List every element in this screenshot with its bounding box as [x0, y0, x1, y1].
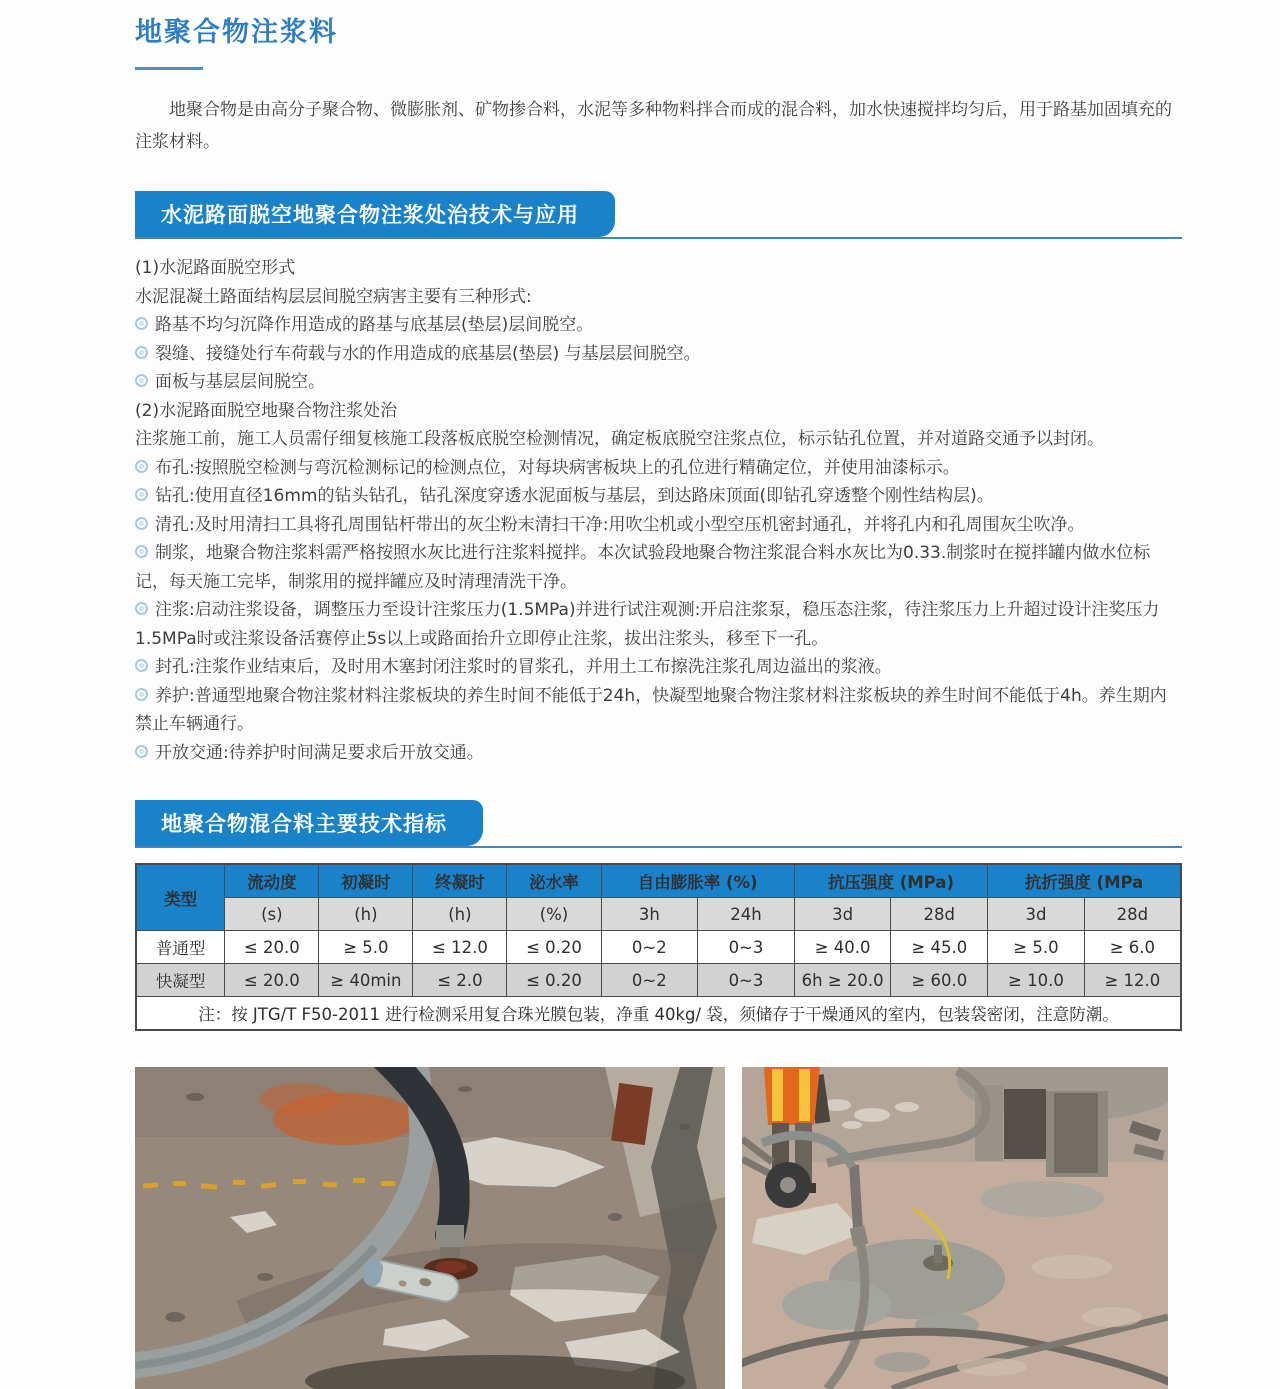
bullet-line: 养护:普通型地聚合物注浆材料注浆板块的养生时间不能低于24h，快凝型地聚合物注浆材料注浆板块的养生时间不能低于4h。养生期内禁止车辆通行。: [135, 685, 1167, 734]
sub-header: 3d: [988, 898, 1085, 931]
table-cell: ≤ 2.0: [413, 964, 507, 997]
table-cell: 6h ≥ 20.0: [794, 964, 891, 997]
text-line: 水泥混凝土路面结构层层间脱空病害主要有三种形式:: [135, 286, 532, 307]
sub-header: (s): [225, 898, 319, 931]
section2-banner: [135, 800, 1182, 848]
bullet-line: 封孔:注浆作业结束后，及时用木塞封闭注浆时的冒浆孔，并用土工布擦洗注浆孔周边溢出的浆液。: [135, 653, 1182, 682]
table-row: [136, 931, 1181, 964]
col-header: 抗压强度 (MPa): [794, 864, 987, 898]
bullet-line: 清孔:及时用清扫工具将孔周围钻杆带出的灰尘粉末清扫干净:用吹尘机或小型空压机密封通孔，并将孔内和孔周围灰尘吹净。: [135, 511, 1182, 540]
table-note: 注：按 JTG/T F50-2011 进行检测采用复合珠光膜包装，净重 40kg/ 袋，须储存于干燥通风的室内，包装袋密闭，注意防潮。: [136, 997, 1181, 1031]
ring-bullet-icon: [135, 659, 148, 672]
bullet-line: 面板与基层层间脱空。: [135, 368, 1182, 397]
photo-row: [135, 1067, 1182, 1389]
table-cell: ≥ 6.0: [1084, 931, 1181, 964]
ring-bullet-icon: [135, 488, 148, 501]
bullet-line: 注浆:启动注浆设备，调整压力至设计注浆压力(1.5MPa)并进行试注观测:开启注浆泵，稳压态注浆，待注浆压力上升超过设计注奖压力1.5MPa时或注浆设备活赛停止5s以上或路面抬升立即停止注浆，拔出注浆头，移至下一孔。: [135, 600, 1160, 649]
sub-header: 28d: [891, 898, 988, 931]
sub-header: (%): [507, 898, 601, 931]
table-cell: ≥ 10.0: [988, 964, 1085, 997]
section1-banner-label: 水泥路面脱空地聚合物注浆处治技术与应用: [135, 191, 615, 237]
sub-header: (h): [319, 898, 413, 931]
row-label: 快凝型: [136, 964, 225, 997]
table-cell: 0~2: [601, 931, 698, 964]
col-header: 泌水率: [507, 864, 601, 898]
section1-text: [135, 254, 1182, 767]
table-cell: ≥ 60.0: [891, 964, 988, 997]
table-header-row-2: [136, 898, 1181, 931]
table-note-row: [136, 997, 1181, 1031]
page-title: 地聚合物注浆料: [135, 17, 338, 48]
sub-header: 3h: [601, 898, 698, 931]
table-cell: ≥ 45.0: [891, 931, 988, 964]
section1-banner: [135, 191, 1182, 239]
col-header: 流动度: [225, 864, 319, 898]
col-header: 抗折强度 (MPa: [988, 864, 1181, 898]
table-cell: 0~2: [601, 964, 698, 997]
document-body: [135, 0, 1182, 1389]
table-cell: ≥ 40min: [319, 964, 413, 997]
text-line: 注浆施工前，施工人员需仔细复核施工段落板底脱空检测情况，确定板底脱空注浆点位，标示钻孔位置，并对道路交通予以封闭。: [135, 429, 1104, 449]
sub-header: 28d: [1084, 898, 1181, 931]
technical-spec-table: [135, 863, 1182, 1031]
text-line: (1)水泥路面脱空形式: [135, 258, 296, 278]
ring-bullet-icon: [135, 545, 148, 558]
bullet-line: 裂缝、接缝处行车荷载与水的作用造成的底基层(垫层) 与基层层间脱空。: [135, 340, 1182, 369]
table-cell: ≥ 5.0: [319, 931, 413, 964]
row-label: 普通型: [136, 931, 225, 964]
intro-paragraph: 地聚合物是由高分子聚合物、微膨胀剂、矿物掺合料，水泥等多种物料拌合而成的混合料，加水快速搅拌均匀后，用于路基加固填充的注浆材料。: [135, 100, 1172, 152]
table-cell: ≥ 40.0: [794, 931, 891, 964]
ring-bullet-icon: [135, 374, 148, 387]
table-cell: ≥ 12.0: [1084, 964, 1181, 997]
table-cell: ≤ 0.20: [507, 964, 601, 997]
ring-bullet-icon: [135, 602, 148, 615]
ring-bullet-icon: [135, 517, 148, 530]
ring-bullet-icon: [135, 317, 148, 330]
bullet-line: 钻孔:使用直径16mm的钻头钻孔，钻孔深度穿透水泥面板与基层，到达路床顶面(即钻孔穿透整个刚性结构层)。: [135, 482, 1182, 511]
text-line: (2)水泥路面脱空地聚合物注浆处治: [135, 400, 398, 421]
table-header-row-1: [136, 864, 1181, 898]
table-cell: ≥ 5.0: [988, 931, 1085, 964]
col-header-type: 类型: [136, 864, 225, 931]
col-header: 自由膨胀率 (%): [601, 864, 794, 898]
bullet-line: 路基不均匀沉降作用造成的路基与底基层(垫层)层间脱空。: [135, 311, 1182, 340]
ring-bullet-icon: [135, 745, 148, 758]
ring-bullet-icon: [135, 688, 148, 701]
table-cell: ≤ 20.0: [225, 964, 319, 997]
grouting-worksite-photo: [742, 1067, 1168, 1389]
sub-header: 24h: [698, 898, 795, 931]
bullet-line: 布孔:按照脱空检测与弯沉检测标记的检测点位，对每块病害板块上的孔位进行精确定位，并使用油漆标示。: [135, 454, 1182, 483]
table-cell: ≤ 20.0: [225, 931, 319, 964]
sub-header: (h): [413, 898, 507, 931]
table-cell: 0~3: [698, 931, 795, 964]
col-header: 终凝时: [413, 864, 507, 898]
bullet-line: 制浆，地聚合物注浆料需严格按照水灰比进行注浆料搅拌。本次试验段地聚合物注浆混合料水灰比为0.33.制浆时在搅拌罐内做水位标记，每天施工完毕，制浆用的搅拌罐应及时清理清洗干净。: [135, 543, 1151, 592]
table-row: [136, 964, 1181, 997]
sub-header: 3d: [794, 898, 891, 931]
ring-bullet-icon: [135, 460, 148, 473]
table-cell: ≤ 12.0: [413, 931, 507, 964]
bullet-line: 开放交通:待养护时间满足要求后开放交通。: [135, 739, 1182, 768]
table-cell: 0~3: [698, 964, 795, 997]
grout-hose-photo: [135, 1067, 725, 1389]
ring-bullet-icon: [135, 346, 148, 359]
col-header: 初凝时: [319, 864, 413, 898]
section2-banner-label: 地聚合物混合料主要技术指标: [135, 800, 483, 846]
title-underline: [135, 67, 203, 70]
table-cell: ≤ 0.20: [507, 931, 601, 964]
